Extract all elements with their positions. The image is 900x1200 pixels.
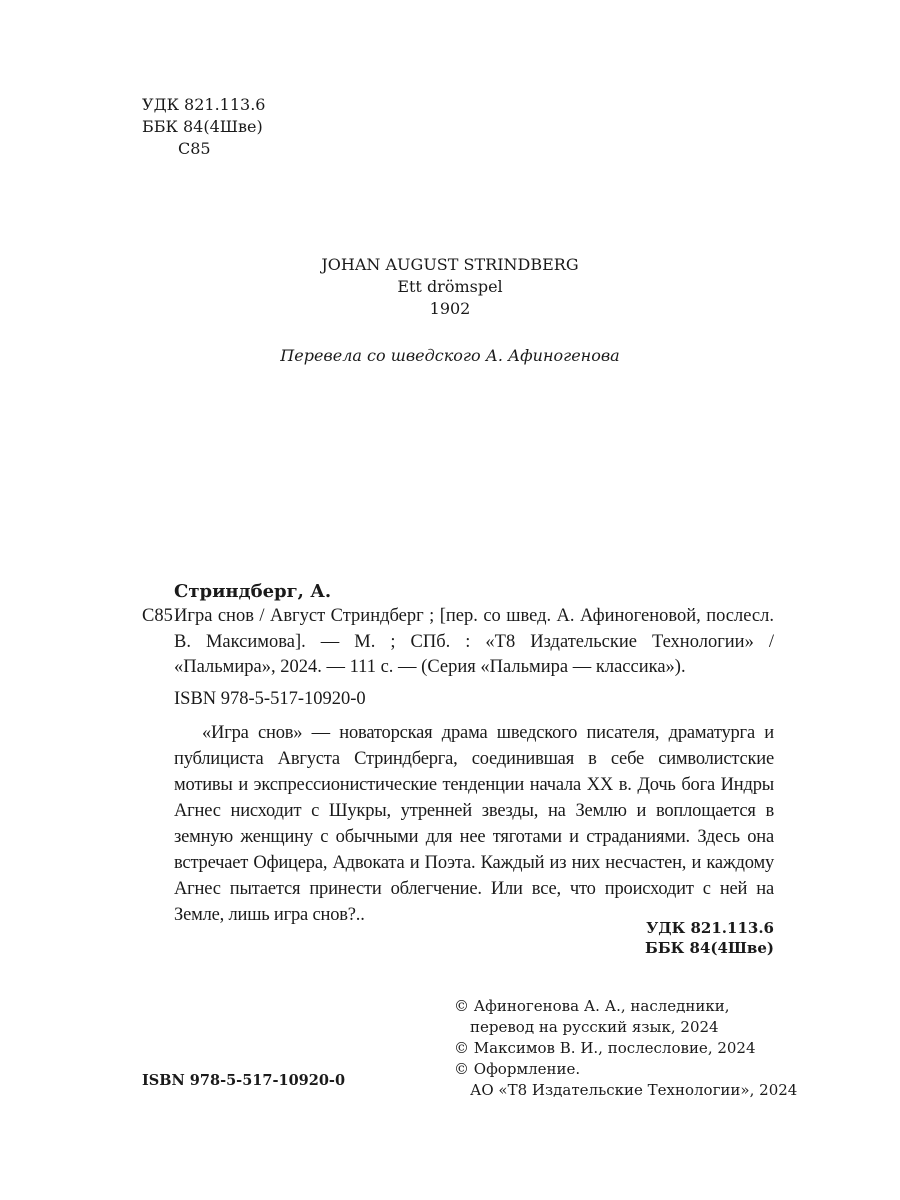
entry-author-mark: С85: [142, 606, 173, 626]
udk-code-bottom: УДК 821.113.6: [646, 919, 774, 937]
author-heading: Стриндберг, А.: [174, 581, 332, 602]
original-title: Ett drömspel: [397, 277, 503, 296]
classification-codes-bottom: [645, 918, 774, 958]
entry-isbn: ISBN 978-5-517-10920-0: [174, 688, 366, 709]
bbk-code: ББК 84(4Шве): [142, 117, 263, 136]
copyright-block: [454, 996, 797, 1101]
udk-code: УДК 821.113.6: [142, 95, 266, 114]
copyright-design-cont: АО «Т8 Издательские Технологии», 2024: [470, 1081, 798, 1099]
entry-text: Игра снов / Август Стриндберг ; [пер. со швед. А. Афиногеновой, послесл. В. Максимова]. — М. ; СПб. : «Т8 Издательские Технологии» / «Пальмира», 2024. — 111 с. — (Серия «Пальмира — классика»).: [174, 606, 774, 677]
original-edition-info: [0, 254, 900, 320]
copyright-design: © Оформление.: [454, 1060, 581, 1078]
isbn-bottom: ISBN 978-5-517-10920-0: [142, 1072, 346, 1089]
classification-codes-top: [142, 94, 265, 160]
bibliographic-record: [142, 580, 774, 928]
original-author: JOHAN AUGUST STRINDBERG: [321, 255, 579, 274]
copyright-afterword: © Максимов В. И., послесловие, 2024: [454, 1039, 756, 1057]
author-mark: С85: [178, 139, 211, 158]
translator-credit: Перевела со шведского А. Афиногенова: [280, 346, 620, 365]
copyright-translator-cont: перевод на русский язык, 2024: [470, 1018, 719, 1036]
catalog-entry: [142, 604, 774, 681]
copyright-translator: © Афиногенова А. А., наследники,: [454, 997, 730, 1015]
annotation: «Игра снов» — новаторская драма шведского писателя, драматурга и публициста Августа Стриндберга, соединившая в себе символистские мотивы и экспрессионистические тенденции начала XX в. Дочь бога Индры Агнес нисходит с Шукры, утренней звезды, на Землю и воплощается в земную женщину с обычными для нее тяготами и страданиями. Здесь она встречает Офицера, Адвоката и Поэта. Каждый из них несчастен, и каждому Агнес пытается принести облегчение. Или все, что происходит с ней на Земле, лишь игра снов?..: [174, 722, 774, 925]
bbk-code-bottom: ББК 84(4Шве): [645, 939, 774, 957]
original-year: 1902: [429, 299, 471, 318]
